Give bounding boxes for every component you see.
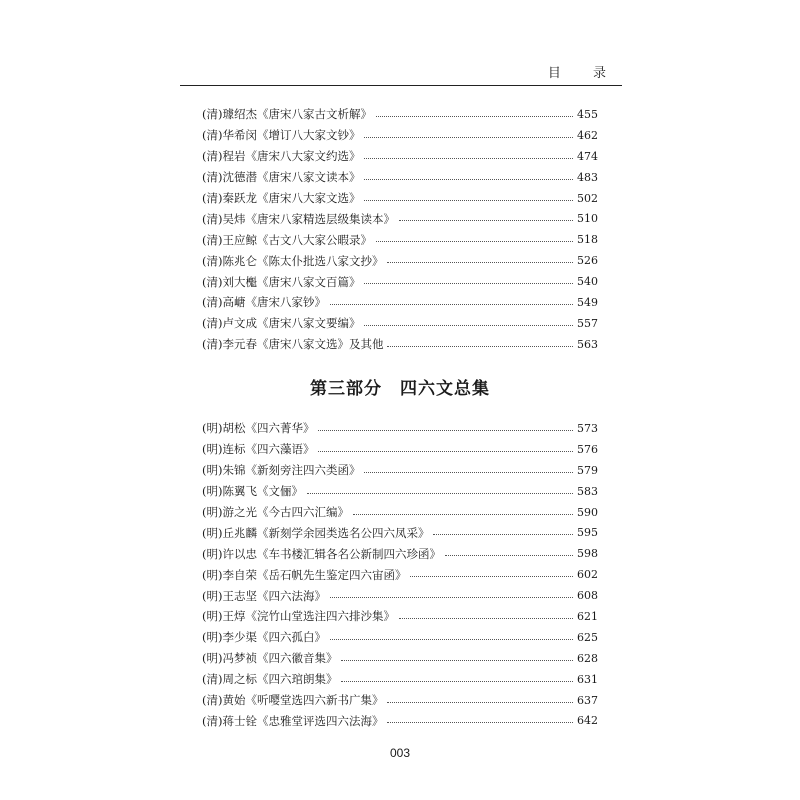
dot-leader (364, 472, 573, 473)
toc-entry-title: (清)李元春《唐宋八家文选》及其他 (202, 337, 384, 352)
dot-leader (364, 179, 573, 180)
toc-entry (202, 313, 598, 334)
toc-entry-title: (明)游之光《今古四六汇编》 (202, 505, 349, 519)
toc-entry-page: 590 (577, 505, 598, 519)
toc-entry (202, 522, 598, 543)
toc-entry-title: (清)黄始《听嘤堂选四六新书广集》 (202, 693, 384, 708)
toc-entry (202, 188, 598, 209)
dot-leader (387, 262, 573, 263)
toc-entry-page: 549 (577, 295, 598, 309)
toc-entry (202, 481, 598, 502)
toc-entry-title: (明)连标《四六藻语》 (202, 442, 315, 457)
toc-entry-page: 576 (577, 442, 598, 456)
toc-entry-title: (明)许以忠《车书楼汇辑各名公新制四六珍函》 (202, 546, 441, 561)
toc-entry-page: 621 (577, 609, 598, 623)
dot-leader (387, 346, 573, 347)
toc-entry-page: 595 (577, 526, 598, 540)
toc-entry (202, 229, 598, 250)
toc-entry-title: (明)丘兆麟《新刻学余园类选名公四六凤采》 (202, 525, 430, 540)
toc-entry-title: (清)程岩《唐宋八大家文约选》 (202, 149, 361, 164)
toc-entry (202, 250, 598, 271)
toc-entry-page: 455 (577, 107, 598, 121)
toc-entry (202, 627, 598, 648)
running-header-title: 目 录 (547, 66, 620, 81)
toc-entry-title: (清)沈德潜《唐宋八家文读本》 (202, 170, 361, 185)
toc-entry-title: (明)朱锦《新刻旁注四六类函》 (202, 463, 361, 478)
toc-entry (202, 439, 598, 460)
toc-entry-page: 628 (577, 651, 598, 665)
toc-entry-page: 557 (577, 316, 598, 330)
toc-entry (202, 125, 598, 146)
toc-entry-page: 637 (577, 693, 598, 707)
toc-entry-title: (清)蒋士铨《忠雅堂评选四六法海》 (202, 713, 384, 728)
toc-entry-title: (明)王志坚《四六法海》 (202, 588, 326, 603)
toc-entry-page: 579 (577, 463, 598, 477)
toc-entry-title: (清)周之标《四六琯朗集》 (202, 672, 338, 687)
toc-entry-page: 598 (577, 547, 598, 561)
toc-entry-page: 583 (577, 484, 598, 498)
toc-entry-page: 540 (577, 275, 598, 289)
dot-leader (341, 660, 573, 661)
toc-entry (202, 418, 598, 439)
toc-entry-title: (明)陈翼飞《文俪》 (202, 484, 303, 499)
toc-entry-page: 510 (577, 212, 598, 226)
toc-section-continued (202, 104, 598, 355)
toc-entry-title: (清)秦跃龙《唐宋八大家文选》 (202, 191, 361, 205)
toc-entry-page: 563 (577, 337, 598, 351)
dot-leader (387, 722, 573, 723)
dot-leader (399, 618, 573, 619)
dot-leader (399, 220, 573, 221)
toc-entry-title: (清)吴炜《唐宋八家精选层级集读本》 (202, 211, 395, 226)
toc-entry (202, 585, 598, 606)
dot-leader (387, 702, 573, 703)
header-rule (180, 85, 622, 86)
toc-entry-title: (明)冯梦祯《四六徽音集》 (202, 651, 338, 666)
toc-entry-page: 474 (577, 149, 598, 163)
toc-entry (202, 167, 598, 188)
toc-entry-title: (清)卢文成《唐宋八家文要编》 (202, 316, 361, 331)
toc-entry-title: (明)李自荣《岳石帆先生鉴定四六宙函》 (202, 567, 407, 582)
dot-leader (353, 514, 573, 515)
dot-leader (341, 681, 573, 682)
dot-leader (330, 597, 573, 598)
toc-entry (202, 606, 598, 627)
toc-entry-page: 642 (577, 714, 598, 728)
dot-leader (364, 200, 573, 201)
toc-entry (202, 502, 598, 523)
toc-entry-page: 462 (577, 128, 598, 142)
toc-entry (202, 648, 598, 669)
dot-leader (376, 116, 573, 117)
toc-section-part-three (202, 418, 598, 731)
part-heading: 第三部分 四六文总集 (310, 379, 490, 399)
dot-leader (376, 241, 573, 242)
toc-entry (202, 271, 598, 292)
dot-leader (330, 304, 573, 305)
toc-entry-title: (清)王应鲸《古文八大家公暇录》 (202, 232, 372, 247)
toc-entry-title: (清)璩绍杰《唐宋八家古文析解》 (202, 107, 372, 122)
toc-entry-title: (明)王焞《浣竹山堂选注四六排沙集》 (202, 609, 395, 624)
dot-leader (364, 283, 573, 284)
toc-entry (202, 292, 598, 313)
toc-entry-title: (明)李少渠《四六孤白》 (202, 630, 326, 645)
dot-leader (330, 639, 573, 640)
toc-entry-page: 518 (577, 233, 598, 247)
toc-entry-page: 483 (577, 170, 598, 184)
toc-entry (202, 543, 598, 564)
toc-entry-page: 573 (577, 421, 598, 435)
toc-entry-page: 631 (577, 672, 598, 686)
toc-entry (202, 104, 598, 125)
toc-entry (202, 564, 598, 585)
toc-entry-title: (明)胡松《四六菁华》 (202, 421, 315, 436)
dot-leader (445, 555, 573, 556)
toc-entry-page: 608 (577, 589, 598, 603)
dot-leader (433, 534, 573, 535)
toc-entry-page: 502 (577, 191, 598, 205)
toc-entry (202, 334, 598, 355)
dot-leader (318, 430, 573, 431)
toc-entry (202, 460, 598, 481)
toc-entry (202, 208, 598, 229)
dot-leader (410, 576, 573, 577)
toc-entry (202, 710, 598, 731)
toc-entry-page: 602 (577, 568, 598, 582)
toc-entry-title: (清)高嵣《唐宋八家钞》 (202, 295, 326, 310)
toc-entry (202, 690, 598, 711)
page-number: 003 (389, 746, 411, 760)
dot-leader (364, 137, 573, 138)
toc-entry-page: 526 (577, 254, 598, 268)
dot-leader (364, 158, 573, 159)
toc-entry-title: (清)刘大櫆《唐宋八家文百篇》 (202, 274, 361, 289)
toc-entry-title: (清)华希闵《增订八大家文钞》 (202, 128, 361, 143)
toc-entry (202, 146, 598, 167)
dot-leader (307, 493, 573, 494)
dot-leader (364, 325, 573, 326)
toc-entry (202, 669, 598, 690)
toc-entry-title: (清)陈兆仑《陈太仆批选八家文抄》 (202, 253, 384, 268)
toc-entry-page: 625 (577, 630, 598, 644)
dot-leader (318, 451, 573, 452)
